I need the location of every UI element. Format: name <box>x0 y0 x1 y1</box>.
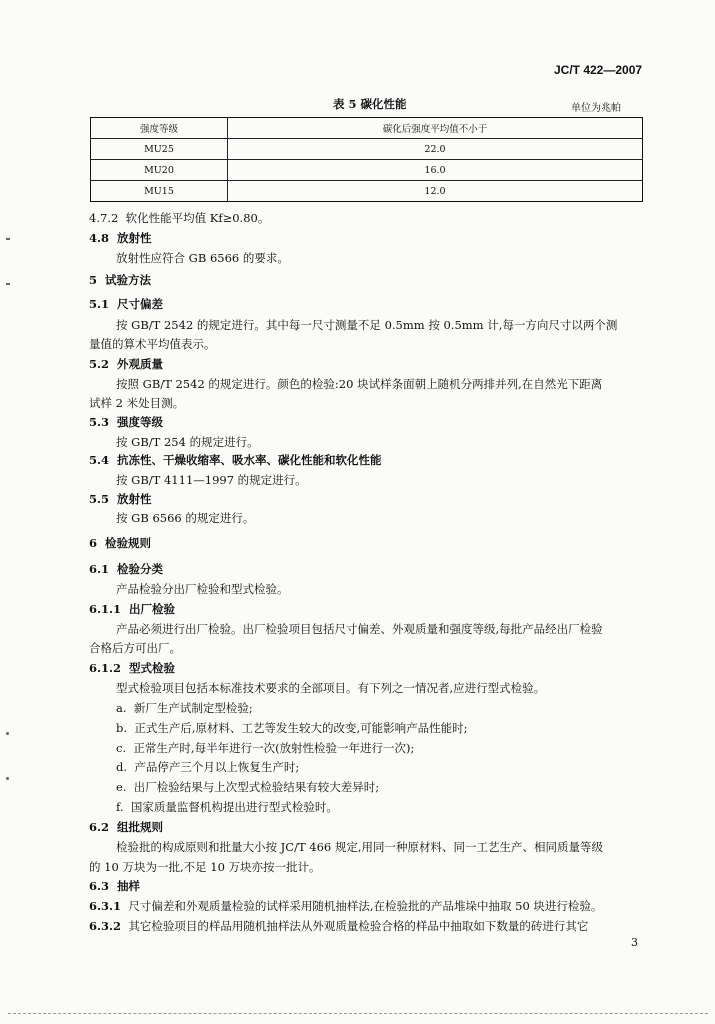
standard-code: JC/T 422—2007 <box>554 63 643 77</box>
table-cell: 22.0 <box>228 139 643 160</box>
clause-line: 6.3.2 其它检验项目的样品用随机抽样法从外观质量检验合格的样品中抽取如下数量的砖进行其它 <box>89 919 589 933</box>
paragraph-line: 合格后方可出厂。 <box>89 641 181 655</box>
table-row <box>91 160 643 181</box>
column-header: 强度等级 <box>91 118 228 139</box>
clause-heading: 5.2 外观质量 <box>89 357 164 371</box>
clause-heading: 5.4 抗冻性、干燥收缩率、吸水率、碳化性能和软化性能 <box>89 453 382 467</box>
list-item: f. 国家质量监督机构提出进行型式检验时。 <box>116 800 338 814</box>
scan-speck <box>6 238 10 240</box>
table-cell: MU15 <box>91 181 228 202</box>
paragraph-line: 按 GB/T 2542 的规定进行。其中每一尺寸测量不足 0.5mm 按 0.5mm 计,每一方向尺寸以两个测 <box>116 318 618 332</box>
paragraph-line: 按 GB/T 4111—1997 的规定进行。 <box>116 473 307 487</box>
clause-heading: 5.5 放射性 <box>89 492 152 506</box>
page-number: 3 <box>631 936 638 949</box>
section-heading: 6 检验规则 <box>89 536 152 550</box>
clause-heading: 4.8 放射性 <box>89 231 152 245</box>
clause-heading: 6.3 抽样 <box>89 879 141 893</box>
table-header-row <box>91 118 643 139</box>
list-item: e. 出厂检验结果与上次型式检验结果有较大差异时; <box>116 780 380 794</box>
paragraph-line: 型式检验项目包括本标准技术要求的全部项目。有下列之一情况者,应进行型式检验。 <box>116 681 546 695</box>
carbonation-table <box>90 117 643 202</box>
table-cell: 16.0 <box>228 160 643 181</box>
list-item: b. 正式生产后,原材料、工艺等发生较大的改变,可能影响产品性能时; <box>116 721 468 735</box>
clause-line: 4.7.2 软化性能平均值 Kf≥0.80。 <box>89 211 270 225</box>
clause-heading: 5.3 强度等级 <box>89 415 164 429</box>
paragraph-line: 放射性应符合 GB 6566 的要求。 <box>116 251 289 265</box>
clause-heading: 6.1.2 型式检验 <box>89 661 176 675</box>
paragraph-line: 的 10 万块为一批,不足 10 万块亦按一批计。 <box>89 860 321 874</box>
paragraph-line: 产品必须进行出厂检验。出厂检验项目包括尺寸偏差、外观质量和强度等级,每批产品经出厂检验 <box>116 622 603 636</box>
column-header: 碳化后强度平均值不小于 <box>228 118 643 139</box>
scan-speck <box>6 283 10 285</box>
paragraph-line: 按 GB/T 254 的规定进行。 <box>116 435 259 449</box>
clause-heading: 6.1.1 出厂检验 <box>89 602 176 616</box>
paragraph-line: 按照 GB/T 2542 的规定进行。颜色的检验:20 块试样条面朝上随机分两排并列,在自然光下距离 <box>116 377 603 391</box>
paragraph-line: 检验批的构成原则和批量大小按 JC/T 466 规定,用同一种原材料、同一工艺生产、相同质量等级 <box>116 840 604 854</box>
table-cell: 12.0 <box>228 181 643 202</box>
paragraph-line: 试样 2 米处目测。 <box>89 396 185 410</box>
list-item: a. 新厂生产试制定型检验; <box>116 701 253 715</box>
table-row <box>91 181 643 202</box>
scan-speck <box>6 777 9 780</box>
table-unit: 单位为兆帕 <box>571 103 621 114</box>
list-item: c. 正常生产时,每半年进行一次(放射性检验一年进行一次); <box>116 741 415 755</box>
paragraph-line: 按 GB 6566 的规定进行。 <box>116 511 255 525</box>
table-cell: MU20 <box>91 160 228 181</box>
clause-line: 6.3.1 尺寸偏差和外观质量检验的试样采用随机抽样法,在检验批的产品堆垛中抽取 50 块进行检验。 <box>89 899 603 913</box>
section-heading: 5 试验方法 <box>89 273 152 287</box>
table-row <box>91 139 643 160</box>
clause-heading: 6.2 组批规则 <box>89 820 164 834</box>
list-item: d. 产品停产三个月以上恢复生产时; <box>116 760 300 774</box>
scan-speck <box>6 732 9 735</box>
table-cell: MU25 <box>91 139 228 160</box>
paragraph-line: 产品检验分出厂检验和型式检验。 <box>116 582 289 596</box>
paragraph-line: 量值的算术平均值表示。 <box>89 337 216 351</box>
clause-heading: 6.1 检验分类 <box>89 562 164 576</box>
scan-edge-line <box>8 1013 708 1014</box>
clause-heading: 5.1 尺寸偏差 <box>89 297 164 311</box>
table-caption: 表 5 碳化性能 <box>333 97 407 111</box>
